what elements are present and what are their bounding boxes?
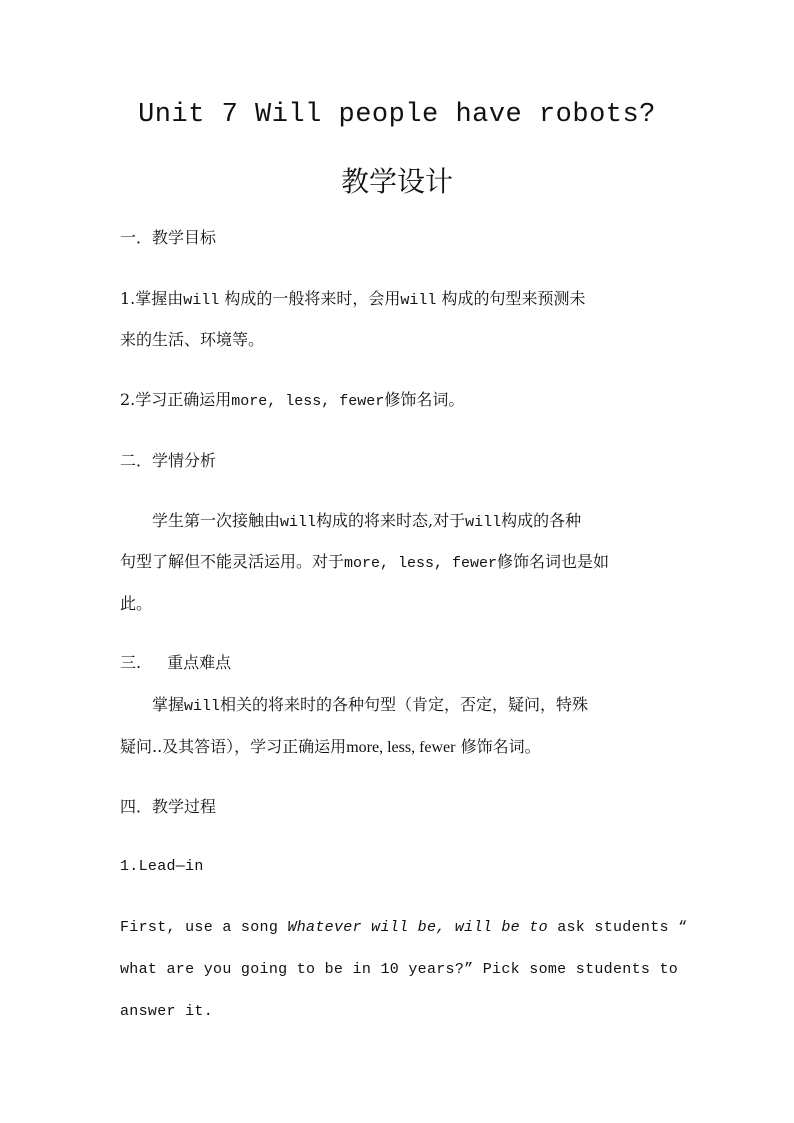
keyword-will: will: [183, 292, 220, 309]
text: 修饰名词。: [384, 390, 465, 409]
keyword-will: will: [184, 698, 221, 715]
subsection-lead-in: 1.Lead—in: [120, 858, 204, 875]
key-points-line-1: [152, 695, 680, 717]
document-title: Unit 7 Will people have robots?: [138, 100, 656, 130]
text: ask students “: [547, 919, 688, 936]
process-line-3: answer it.: [120, 1003, 214, 1020]
text: 修饰名词也是如: [497, 552, 610, 571]
text: 疑问..及其答语），学习正确运用: [120, 737, 347, 756]
text: 1.掌握由: [120, 289, 184, 308]
keywords: more, less, fewer: [346, 739, 456, 756]
heading-text: 重点难点: [167, 653, 232, 672]
text: 相关的将来时的各种句型（肯定，否定，疑问，特殊: [220, 695, 589, 714]
objective-2: [120, 390, 680, 412]
objective-1-line-2: 来的生活、环境等。: [120, 330, 265, 349]
document-subtitle: 教学设计: [340, 165, 453, 198]
text: 掌握: [152, 695, 185, 714]
text: 构成的将来时态,对于: [316, 511, 466, 530]
section-heading-key-points: [120, 653, 680, 673]
analysis-line-3: 此。: [120, 594, 153, 613]
key-points-line-2: [120, 737, 680, 758]
section-heading-analysis: 二．学情分析: [120, 451, 217, 470]
keywords: more, less, fewer: [231, 393, 385, 410]
text: 构成的句型来预测未: [436, 289, 586, 308]
text: First, use a song: [120, 919, 288, 936]
text: 2.学习正确运用: [120, 390, 232, 409]
text: 修饰名词。: [455, 737, 541, 756]
analysis-line-1: [152, 511, 680, 533]
analysis-line-2: [120, 552, 680, 574]
process-line-1: [120, 918, 688, 938]
song-title: Whatever will be, will be to: [287, 919, 548, 936]
text: 构成的一般将来时，会用: [219, 289, 401, 308]
section-heading-objectives: 一．教学目标: [120, 228, 217, 247]
objective-1-line-1: [120, 289, 680, 311]
section-heading-process: 四．教学过程: [120, 797, 217, 816]
keyword-will: will: [400, 292, 437, 309]
text: 学生第一次接触由: [152, 511, 281, 530]
heading-number: 三.: [120, 653, 142, 672]
text: 构成的各种: [501, 511, 582, 530]
keywords: more, less, fewer: [344, 555, 498, 572]
keyword-will: will: [280, 514, 317, 531]
text: 句型了解但不能灵活运用。对于: [120, 552, 345, 571]
keyword-will: will: [465, 514, 502, 531]
process-line-2: what are you going to be in 10 years?” Pick some students to: [120, 961, 679, 978]
